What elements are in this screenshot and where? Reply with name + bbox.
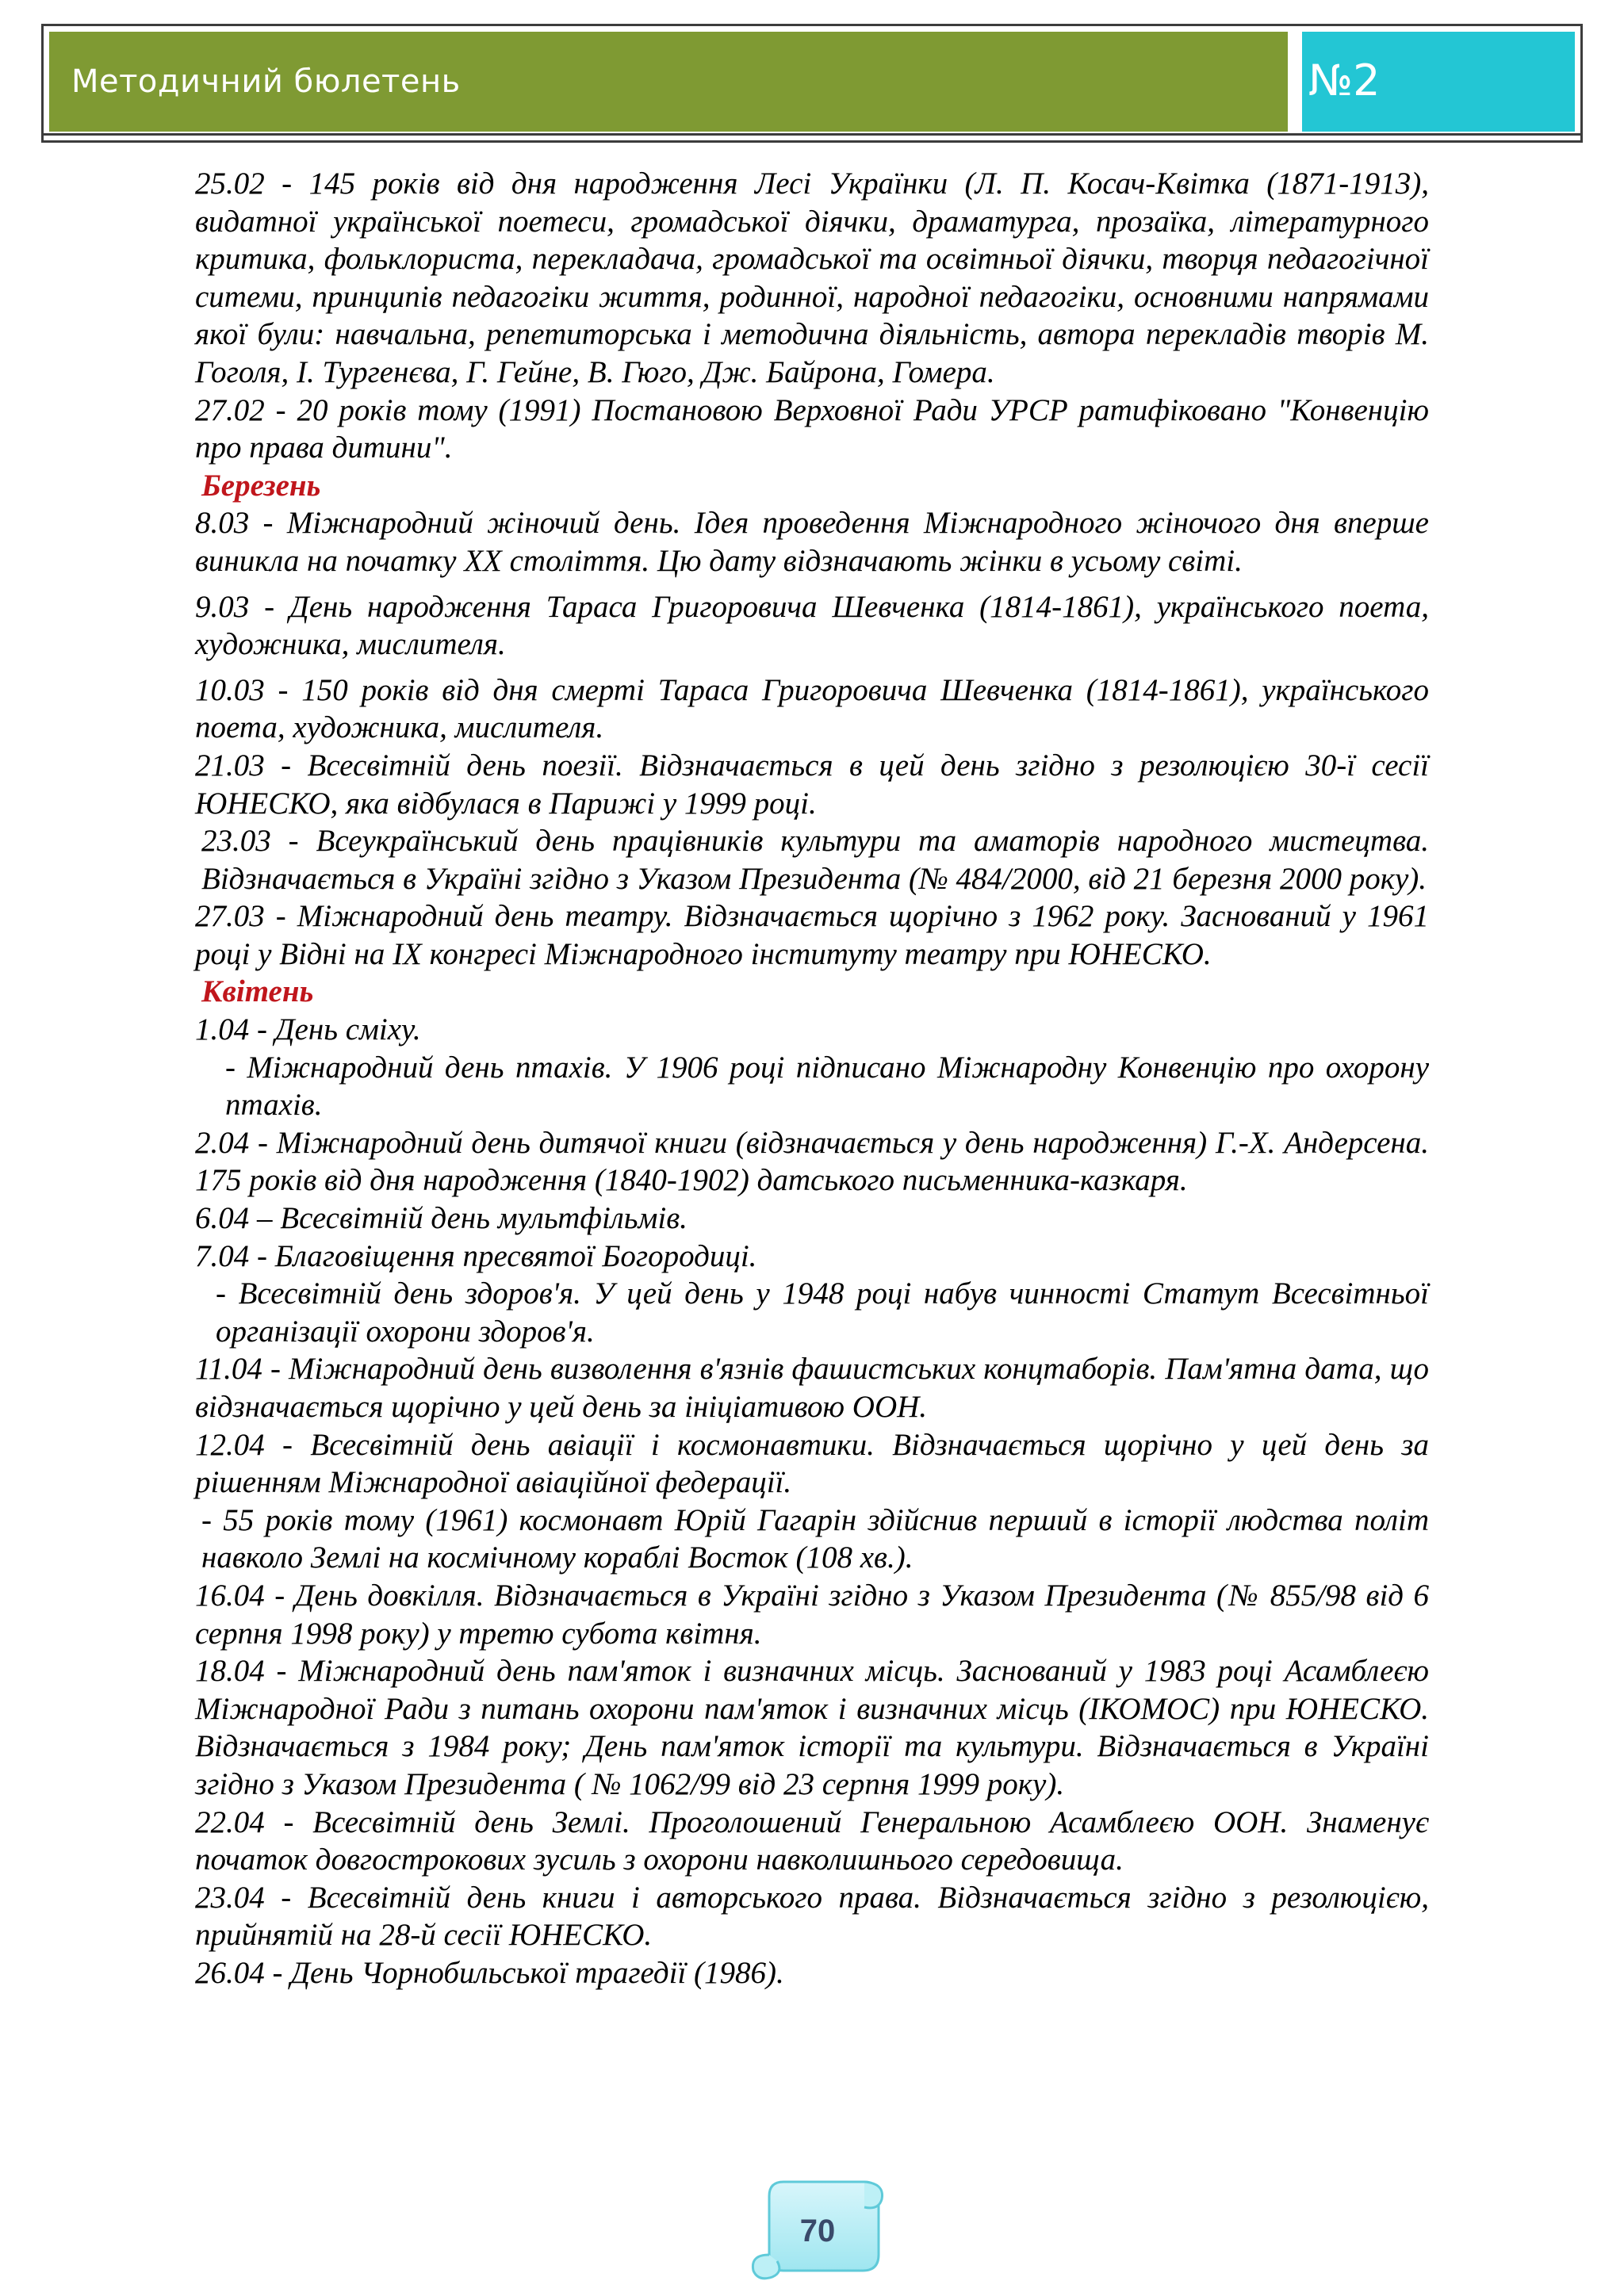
calendar-text — [195, 165, 1429, 1992]
entry-p7: 23.03 - Всеукраїнський день працівників культури та аматорів народного мистецтва. Відзначається в Україні згідно з Указом Президента (№ 484/2000, від 21 березня 2000 року). — [201, 824, 1429, 896]
entry-p12: 6.04 – Всесвітній день мультфільмів. — [195, 1201, 688, 1236]
entry-p17: - 55 років тому (1961) космонавт Юрій Гагарін здійснив перший в історії людства політ навколо Землі на космічному кораблі Восток (108 хв.). — [201, 1502, 1429, 1575]
entry-p14: - Всесвітній день здоров'я. У цей день у 1948 році набув чинності Статут Всесвітньої організації охорони здоров'я. — [216, 1276, 1429, 1349]
entry-p5: 10.03 - 150 років від дня смерті Тараса Григоровича Шевченка (1814-1861), українського поета, художника, мислителя. — [195, 672, 1429, 745]
entry-p8: 27.03 - Міжнародний день театру. Відзначається щорічно з 1962 року. Заснований у 1961 році у Відні на IX конгресі Міжнародного інституту театру при ЮНЕСКО. — [195, 899, 1429, 971]
entry-p2: 27.02 - 20 років тому (1991) Постановою Верховної Ради УРСР ратифіковано "Конвенцію про права дитини". — [195, 392, 1429, 465]
entry-p11: 2.04 - Міжнародний день дитячої книги (відзначається у день народження) Г.-Х. Андерсена. 175 років від дня народження (1840-1902) датського письменника-казкаря. — [195, 1125, 1429, 1198]
issue-number: №2 — [1308, 55, 1381, 105]
entry-p19: 18.04 - Міжнародний день пам'яток і визначних місць. Заснований у 1983 році Асамблеєю Міжнародної Ради з питань охорони пам'яток і визначних місць (ІКОМОС) при ЮНЕСКО. Відзначається з 1984 року; День пам'яток історії та культури. Відзначається в Україні згідно з Указом Президента ( № 1062/99 від 23 серпня 1999 року). — [195, 1654, 1429, 1801]
entry-p3: 8.03 - Міжнародний жіночий день. Ідея проведення Міжнародного жіночого дня вперше виникла на початку XX століття. Цю дату відзначають жінки в усьому світі. — [195, 506, 1429, 578]
entry-p20: 22.04 - Всесвітній день Землі. Проголошений Генеральною Асамблеєю ООН. Знаменує початок довгострокових зусиль з охорони навколишнього середовища. — [195, 1804, 1429, 1877]
month-heading-march: Березень — [201, 468, 321, 503]
entry-p15: 11.04 - Міжнародний день визволення в'язнів фашистських концтаборів. Пам'ятна дата, що відзначається щорічно у цей день за ініціативою ООН. — [195, 1352, 1429, 1424]
entry-p13: 7.04 - Благовіщення пресвятої Богородиці. — [195, 1238, 757, 1273]
entry-p9: 1.04 - День сміху. — [195, 1012, 421, 1047]
entry-p22: 26.04 - День Чорнобильської трагедії (1986). — [195, 1955, 784, 1990]
entry-p16: 12.04 - Всесвітній день авіації і космонавтики. Відзначається щорічно у цей день за рішенням Міжнародної авіаційної федерації. — [195, 1427, 1429, 1500]
bulletin-title: Методичний бюлетень — [71, 63, 461, 100]
page-number: 70 — [799, 2214, 836, 2248]
entry-p6: 21.03 - Всесвітній день поезії. Відзначається в цей день згідно з резолюцією 30-ї сесії ЮНЕСКО, яка відбулася в Парижі у 1999 році. — [195, 748, 1429, 821]
entry-p18: 16.04 - День довкілля. Відзначається в Україні згідно з Указом Президента (№ 855/98 від 6 серпня 1998 року) у третю субота квітня. — [195, 1578, 1429, 1651]
entry-p21: 23.04 - Всесвітній день книги і авторського права. Відзначається згідно з резолюцією, прийнятій на 28-й сесії ЮНЕСКО. — [195, 1880, 1429, 1953]
entry-p1: 25.02 - 145 років від дня народження Лесі Українки (Л. П. Косач-Квітка (1871-1913), видатної української поетеси, громадської діячки, драматурга, прозаїка, літературного критика, фольклориста, перекладача, громадської та освітньої діячки, творця педагогічної ситеми, принципів педагогіки життя, родинної, народної педагогіки, основними напрямами якої були: навчальна, репетиторська і методична діяльність, автора перекладів творів М. Гоголя, І. Тургенєва, Г. Гейне, В. Гюго, Дж. Байрона, Гомера. — [195, 166, 1429, 389]
month-heading-april: Квітень — [201, 974, 314, 1009]
entry-p10: - Міжнародний день птахів. У 1906 році підписано Міжнародну Конвенцію про охорону птахів. — [225, 1050, 1429, 1123]
entry-p4: 9.03 - День народження Тараса Григоровича Шевченка (1814-1861), українського поета, художника, мислителя. — [195, 589, 1429, 662]
